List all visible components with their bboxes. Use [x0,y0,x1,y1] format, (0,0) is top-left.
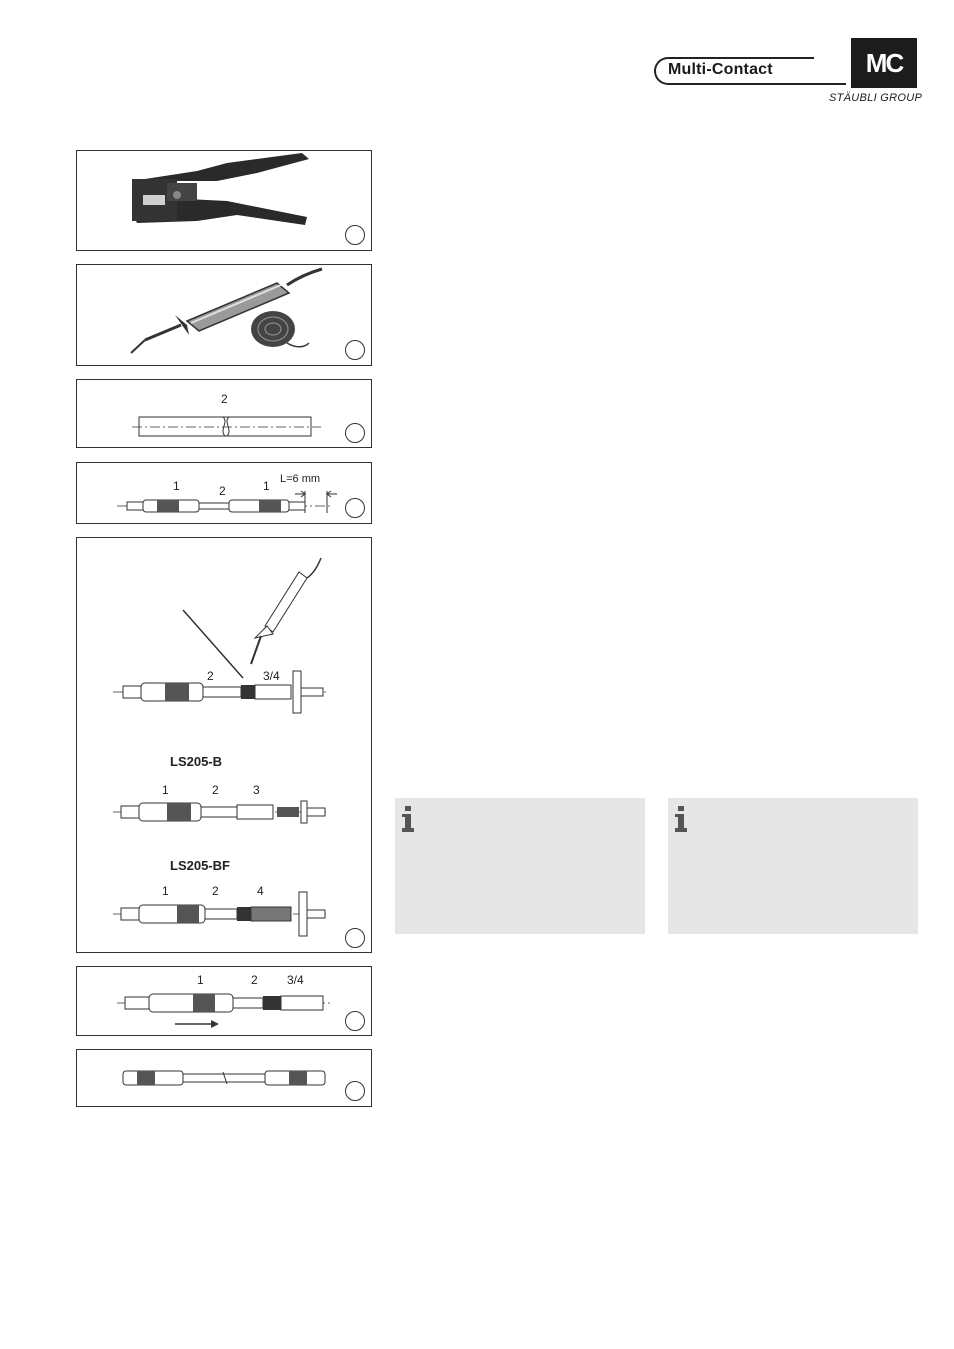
finished-lead-icon [77,1050,373,1108]
cable-cut-icon [77,380,373,449]
figure-number-circle [345,225,365,245]
figure-soldering-iron [76,264,372,366]
figure-label: 3 [253,783,260,797]
figure-number-circle [345,928,365,948]
figure-label: 1 [162,884,169,898]
figure-label: 1 [173,479,180,493]
slide-sleeve-icon [77,967,373,1037]
figure-label: 2 [251,973,258,987]
figure-finished-lead [76,1049,372,1107]
dimension-label: L=6 mm [280,473,321,485]
figure-cable-cut [76,379,372,448]
info-icon [675,806,687,832]
variant-title: LS205-BF [170,858,230,873]
figure-label: 2 [219,484,226,498]
wire-stripper-icon [77,151,373,252]
solder-assembly-icon [77,538,373,954]
soldering-iron-icon [77,265,373,367]
figure-cable-strip [76,462,372,524]
figure-label: 1 [197,973,204,987]
figure-label: 2 [207,669,214,683]
figure-slide-sleeve [76,966,372,1036]
info-box [395,798,645,934]
figure-solder-assembly [76,537,372,953]
figure-label: 3/4 [287,973,304,987]
brand-logo-rule [790,83,846,85]
brand-name: Multi-Contact [668,61,773,78]
figure-label: 1 [263,479,270,493]
figure-label: 2 [212,884,219,898]
figure-number-circle [345,498,365,518]
figure-label: 2 [212,783,219,797]
variant-title: LS205-B [170,754,223,769]
figure-number-circle [345,1011,365,1031]
figure-number-circle [345,340,365,360]
figure-label: 2 [221,392,228,406]
group-name: STÄUBLI GROUP [829,92,923,104]
figure-label: 1 [162,783,169,797]
figure-label: 4 [257,884,264,898]
info-box [668,798,918,934]
figure-label: 3/4 [263,669,280,683]
figure-number-circle [345,1081,365,1101]
figure-wire-stripper [76,150,372,251]
brand-logo-mark: MC [851,38,917,88]
figure-number-circle [345,423,365,443]
info-icon [402,806,414,832]
